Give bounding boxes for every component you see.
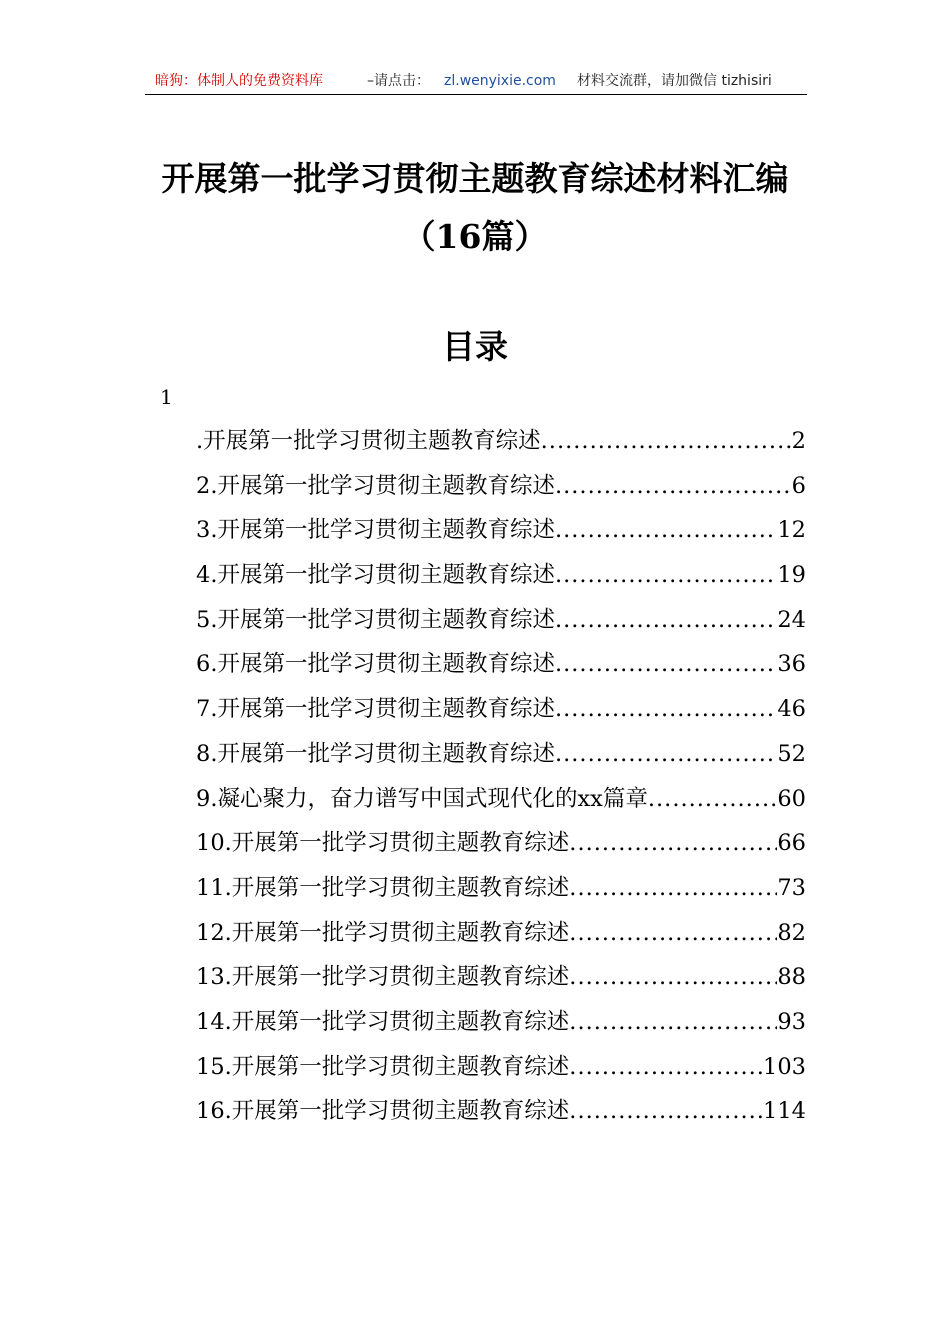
toc-entry[interactable]	[196, 916, 806, 961]
toc-entry-page-number: 103	[763, 1053, 806, 1080]
toc-entry-page-number: 60	[777, 785, 806, 812]
toc-entry-label: 16.开展第一批学习贯彻主题教育综述	[196, 1098, 570, 1125]
toc-entry[interactable]	[196, 1094, 806, 1139]
toc-entry-page-number: 2	[791, 428, 806, 454]
toc-entry-label: 10.开展第一批学习贯彻主题教育综述	[196, 830, 570, 857]
toc-entry-page-number: 82	[777, 919, 806, 946]
toc-entry-label: 4.开展第一批学习贯彻主题教育综述	[196, 562, 555, 589]
toc-entry-page-number: 66	[777, 830, 806, 857]
header-click-prefix: –请点击：	[367, 73, 430, 89]
toc-entry-leader-dots	[569, 916, 777, 950]
toc-entry-leader-dots	[555, 469, 792, 503]
toc-entry-leader-dots	[569, 871, 777, 905]
toc-entry[interactable]	[196, 737, 806, 782]
page-header	[145, 70, 807, 95]
toc-entry-leader-dots	[541, 424, 792, 458]
toc-entry-label: 6.开展第一批学习贯彻主题教育综述	[196, 651, 555, 678]
toc-entry[interactable]	[196, 1050, 806, 1095]
toc-entry-leader-dots	[555, 737, 777, 771]
toc-entry[interactable]	[196, 782, 806, 827]
toc-entry-leader-dots	[555, 558, 777, 592]
toc-entry-page-number: 93	[777, 1008, 806, 1035]
toc-entry[interactable]	[196, 469, 806, 514]
toc-entry-page-number: 114	[763, 1098, 806, 1125]
toc-entry[interactable]	[196, 647, 806, 692]
toc-entry-page-number: 73	[777, 874, 806, 901]
toc-entry-leader-dots	[569, 960, 777, 994]
toc-entry-leader-dots	[555, 513, 777, 547]
toc-entry-page-number: 6	[791, 472, 806, 499]
toc-entry-label: 7.开展第一批学习贯彻主题教育综述	[196, 696, 555, 723]
table-of-contents	[196, 424, 806, 1139]
toc-entry-page-number: 36	[777, 651, 806, 678]
toc-entry-leader-dots	[569, 1050, 763, 1084]
toc-entry[interactable]	[196, 424, 806, 469]
toc-entry-label: 3.开展第一批学习贯彻主题教育综述	[196, 517, 555, 544]
toc-entry-page-number: 24	[777, 606, 806, 633]
toc-entry-leader-dots	[555, 692, 777, 726]
toc-first-number: 1	[160, 385, 173, 409]
toc-entry[interactable]	[196, 603, 806, 648]
toc-entry-label: 11.开展第一批学习贯彻主题教育综述	[196, 874, 570, 901]
toc-entry-leader-dots	[555, 603, 777, 637]
toc-entry-page-number: 46	[777, 696, 806, 723]
header-group-note: 材料交流群，请加微信 tizhisiri	[577, 73, 772, 89]
toc-entry-label: 5.开展第一批学习贯彻主题教育综述	[196, 606, 555, 633]
toc-heading: 目录	[442, 327, 508, 366]
toc-entry-label: .开展第一批学习贯彻主题教育综述	[196, 428, 541, 454]
toc-entry-label: 14.开展第一批学习贯彻主题教育综述	[196, 1008, 570, 1035]
toc-entry-label: 13.开展第一批学习贯彻主题教育综述	[196, 964, 570, 991]
document-title: 开展第一批学习贯彻主题教育综述材料汇编（16篇）	[161, 159, 789, 256]
toc-entry-label: 8.开展第一批学习贯彻主题教育综述	[196, 740, 555, 767]
header-site-link[interactable]: zl.wenyixie.com	[444, 73, 556, 89]
toc-entry-label: 15.开展第一批学习贯彻主题教育综述	[196, 1053, 570, 1080]
toc-entry[interactable]	[196, 692, 806, 737]
toc-entry-label: 2.开展第一批学习贯彻主题教育综述	[196, 472, 555, 499]
toc-entry-page-number: 88	[777, 964, 806, 991]
toc-entry[interactable]	[196, 826, 806, 871]
toc-entry[interactable]	[196, 960, 806, 1005]
toc-entry-leader-dots	[648, 782, 778, 816]
toc-entry-label: 9.凝心聚力，奋力谱写中国式现代化的xx篇章	[196, 785, 648, 812]
toc-entry[interactable]	[196, 871, 806, 916]
toc-entry-leader-dots	[569, 1005, 777, 1039]
toc-entry-leader-dots	[569, 1094, 763, 1128]
toc-entry-leader-dots	[555, 647, 777, 681]
toc-entry[interactable]	[196, 558, 806, 603]
toc-entry-page-number: 12	[777, 517, 806, 544]
toc-entry-page-number: 52	[777, 740, 806, 767]
toc-entry[interactable]	[196, 513, 806, 558]
toc-entry[interactable]	[196, 1005, 806, 1050]
toc-entry-leader-dots	[569, 826, 777, 860]
toc-entry-label: 12.开展第一批学习贯彻主题教育综述	[196, 919, 570, 946]
toc-entry-page-number: 19	[777, 562, 806, 589]
header-promo-text: 暗狗：体制人的免费资料库	[155, 73, 323, 89]
